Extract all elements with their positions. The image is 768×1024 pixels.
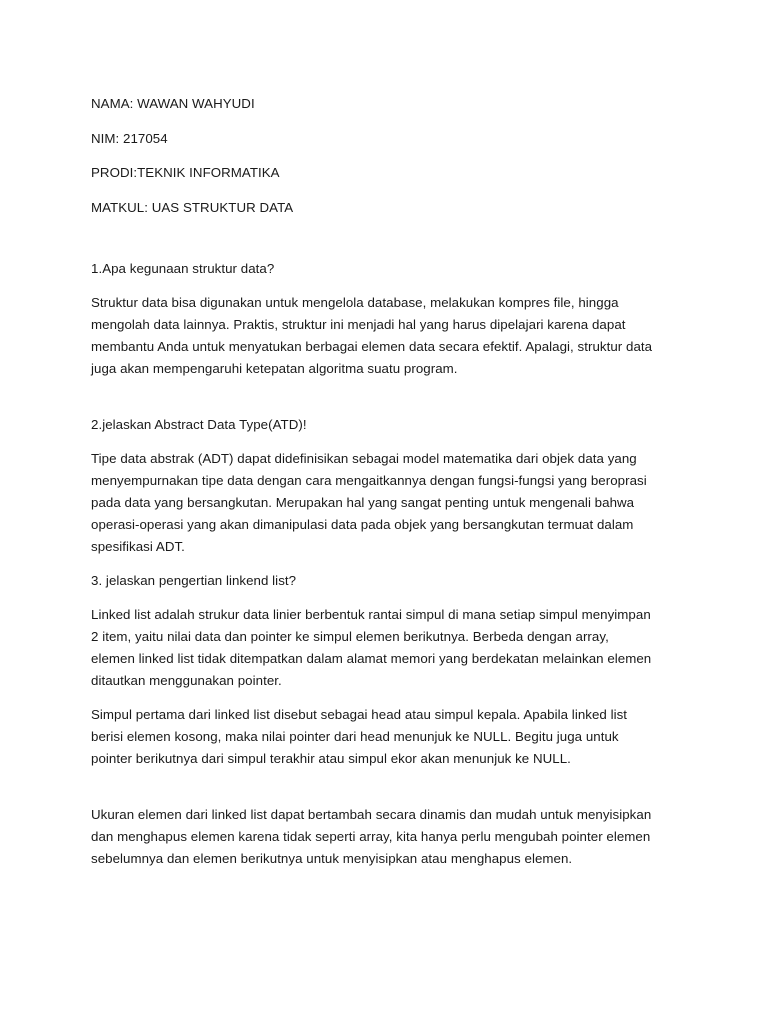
answer-3-paragraph-1 <box>91 604 691 692</box>
question-3: 3. jelaskan pengertian linkend list? <box>91 573 297 588</box>
answer-line: Linked list adalah strukur data linier berbentuk rantai simpul di mana setiap simpul menyimpan <box>91 607 651 622</box>
student-nim: NIM: 217054 <box>91 130 168 146</box>
answer-line: elemen linked list tidak ditempatkan dalam alamat memori yang berdekatan melainkan elemen <box>91 651 652 666</box>
answer-line: Ukuran elemen dari linked list dapat bertambah secara dinamis dan mudah untuk menyisipkan <box>91 807 652 822</box>
answer-line: Tipe data abstrak (ADT) dapat didefinisikan sebagai model matematika dari objek data yang <box>91 451 637 466</box>
answer-line: berisi elemen kosong, maka nilai pointer dari head menunjuk ke NULL. Begitu juga untuk <box>91 729 619 744</box>
student-name: NAMA: WAWAN WAHYUDI <box>91 96 255 111</box>
answer-line: pointer berikutnya dari simpul terakhir atau simpul ekor akan menunjuk ke NULL. <box>91 751 571 766</box>
question-1: 1.Apa kegunaan struktur data? <box>91 261 275 276</box>
answer-line: ditautkan menggunakan pointer. <box>91 673 282 688</box>
answer-line: juga akan mempengaruhi ketepatan algoritma suatu program. <box>91 361 458 376</box>
answer-line: Struktur data bisa digunakan untuk mengelola database, melakukan kompres file, hingga <box>91 295 619 310</box>
answer-line: operasi-operasi yang akan dimanipulasi data pada objek yang bersangkutan termuat dalam <box>91 517 634 532</box>
answer-2-paragraph <box>91 448 691 558</box>
spacer <box>91 392 691 414</box>
answer-line: spesifikasi ADT. <box>91 539 185 554</box>
answer-3-paragraph-2 <box>91 704 691 770</box>
answer-line: sebelumnya dan elemen berikutnya untuk menyisipkan atau menghapus elemen. <box>91 851 573 866</box>
answer-3-paragraph-3 <box>91 804 691 870</box>
answer-line: dan menghapus elemen karena tidak seperti array, kita hanya perlu mengubah pointer elemen <box>91 829 651 844</box>
student-prodi: PRODI:TEKNIK INFORMATIKA <box>91 165 280 180</box>
spacer <box>91 782 691 804</box>
question-2: 2.jelaskan Abstract Data Type(ATD)! <box>91 417 307 432</box>
answer-line: mengolah data lainnya. Praktis, struktur ini menjadi hal yang harus dipelajari karena dapat <box>91 317 626 332</box>
answer-1-paragraph <box>91 292 691 380</box>
answer-line: menyempurnakan tipe data dengan cara mengaitkannya dengan fungsi-fungsi yang beroprasi <box>91 473 647 488</box>
course-name: MATKUL: UAS STRUKTUR DATA <box>91 199 294 215</box>
answer-line: membantu Anda untuk menyatukan berbagai elemen data secara efektif. Apalagi, struktur data <box>91 339 653 354</box>
answer-line: pada data yang bersangkutan. Merupakan hal yang sangat penting untuk mengenali bahwa <box>91 495 635 510</box>
answer-line: Simpul pertama dari linked list disebut sebagai head atau simpul kepala. Apabila linked list <box>91 707 628 722</box>
answer-line: 2 item, yaitu nilai data dan pointer ke simpul elemen berikutnya. Berbeda dengan array, <box>91 629 609 644</box>
spacer <box>91 231 691 258</box>
document-body <box>91 93 691 870</box>
